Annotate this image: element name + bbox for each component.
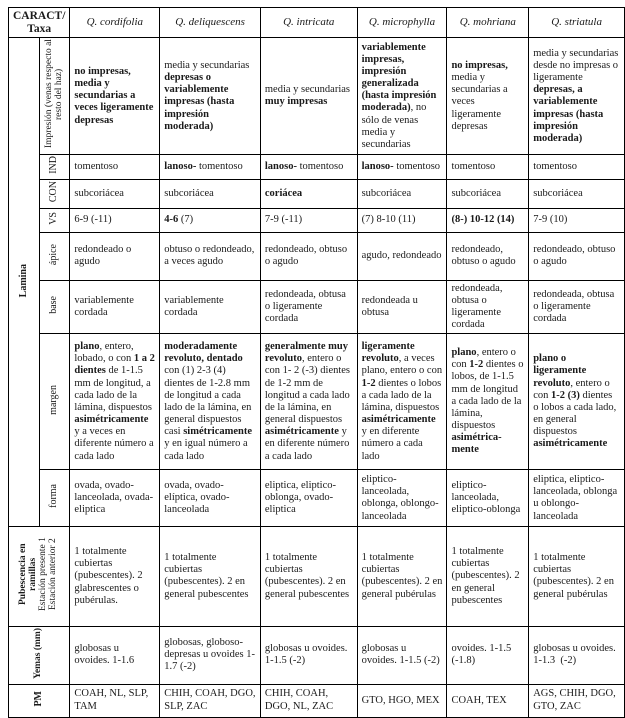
cell-ind: tomentoso [70,155,160,180]
cell-apice: obtuso o redondeado, a veces agudo [160,232,261,280]
species-header-striatula: Q. striatula [529,8,625,38]
cell-apice: redondeado, obtuso o agudo [529,232,625,280]
cell-ind: lanoso- tomentoso [260,155,357,180]
row-margen [9,334,625,470]
row-label-forma: forma [39,470,70,527]
cell-pm: GTO, HGO, MEX [357,684,447,717]
row-pubescencia [9,527,625,626]
cell-con: subcoriácea [447,180,529,208]
cell-forma: eliptico-lanceolada, oblonga, oblongo-lanceolada [357,470,447,527]
cell-forma: ovada, ovado-lanceolada, ovada-eliptica [70,470,160,527]
cell-apice: redondeado o agudo [70,232,160,280]
cell-ind: lanoso- tomentoso [160,155,261,180]
cell-vs: 4-6 (7) [160,208,261,232]
cell-base: variablemente cordada [160,280,261,334]
cell-yemas: ovoides. 1-1.5 (-1.8) [447,626,529,684]
row-apice [9,232,625,280]
cell-con: subcoriácea [529,180,625,208]
pubescencia-title: Pubescencia en ramillas [18,543,39,606]
cell-yemas: globosas u ovoides. 1-1.6 [70,626,160,684]
cell-impresion: no impresas, media y secundarias a veces ligeramente depresas [70,38,160,155]
cell-impresion: variablemente impresas, impresión generalizada (hasta impresión moderada), no sólo de venas media y secundarias [357,38,447,155]
cell-apice: agudo, redondeado [357,232,447,280]
cell-vs: (8-) 10-12 (14) [447,208,529,232]
cell-apice: redondeado, obtuso o agudo [260,232,357,280]
row-base [9,280,625,334]
cell-forma: eliptico-lanceolada, eliptico-oblonga [447,470,529,527]
group-label-yemas: Yemas (mm) [9,626,70,684]
corner-header: CARACT/ Taxa [9,8,70,38]
cell-pm: COAH, TEX [447,684,529,717]
cell-yemas: globosas u ovoides. 1-1.5 (-2) [357,626,447,684]
cell-yemas: globosas u ovoides. 1-1.3 (-2) [529,626,625,684]
cell-margen: moderadamente revoluto, dentado con (1) 2-3 (4) dientes de 1-2.8 mm de longitud a cada lado de la lámina, en general dispuestos casi simétricamente y en igual número a cada lado [160,334,261,470]
cell-margen: generalmente muy revoluto, entero o con 1- 2 (-3) dientes de 1-2 mm de longitud a cada lado de la lámina, en general dispuestos asimétricamente y en diferente número a cada lado [260,334,357,470]
pubescencia-sub2: Estación anterior 2 [48,538,59,611]
group-label-pubescencia [9,527,70,626]
cell-pubescencia: 1 totalmente cubiertas (pubescentes). 2 en general pubescentes [160,527,261,626]
cell-pm: CHIH, COAH, DGO, NL, ZAC [260,684,357,717]
row-con [9,180,625,208]
row-vs [9,208,625,232]
cell-pm: COAH, NL, SLP, TAM [70,684,160,717]
cell-apice: redondeado, obtuso o agudo [447,232,529,280]
header-row [9,8,625,38]
cell-ind: tomentoso [447,155,529,180]
cell-con: subcoriácea [357,180,447,208]
cell-forma: ovada, ovado-elíptica, ovado-lanceolada [160,470,261,527]
group-label-lamina: Lamina [9,38,40,527]
row-label-margen: margen [39,334,70,470]
cell-impresion: no impresas, media y secundarias a veces ligeramente depresas [447,38,529,155]
cell-forma: eliptica, eliptico-lanceolada, oblonga u oblongo-lanceolada [529,470,625,527]
species-header-mohriana: Q. mohriana [447,8,529,38]
row-yemas [9,626,625,684]
row-pm [9,684,625,717]
species-header-intricata: Q. intricata [260,8,357,38]
cell-margen: plano, entero, lobado, o con 1 a 2 dientes de 1-1.5 mm de longitud, a cada lado de la lámina, dispuestos asimétricamente y a veces en diferente número a cada lado [70,334,160,470]
cell-pm: AGS, CHIH, DGO, GTO, ZAC [529,684,625,717]
cell-pubescencia: 1 totalmente cubiertas (pubescentes). 2 en general pubescentes [447,527,529,626]
cell-pubescencia: 1 totalmente cubiertas (pubescentes). 2 en general pubescentes [260,527,357,626]
row-label-apice: ápice [39,232,70,280]
cell-vs: 7-9 (10) [529,208,625,232]
row-ind [9,155,625,180]
cell-base: redondeada, obtusa o ligeramente cordada [529,280,625,334]
cell-margen: plano, entero o con 1-2 dientes o lobos, de 1-1.5 mm de longitud a cada lado de la lámina, dispuestos asimétrica-mente [447,334,529,470]
cell-yemas: globosas u ovoides. 1-1.5 (-2) [260,626,357,684]
cell-base: redondeada, obtusa o ligeramente cordada [260,280,357,334]
cell-base: variablemente cordada [70,280,160,334]
species-header-deliquescens: Q. deliquescens [160,8,261,38]
cell-pubescencia: 1 totalmente cubiertas (pubescentes). 2 glabrescentes o pubérulas. [70,527,160,626]
row-label-con: CON [39,180,70,208]
row-label-vs: VS [39,208,70,232]
cell-vs: 7-9 (-11) [260,208,357,232]
cell-base: redondeada, obtusa o ligeramente cordada [447,280,529,334]
cell-forma: eliptica, eliptico-oblonga, ovado-eliptica [260,470,357,527]
cell-impresion: media y secundarias muy impresas [260,38,357,155]
cell-impresion: media y secundarias desde no impresas o ligeramente depresas, a variablemente impresas (hasta impresión moderada) [529,38,625,155]
cell-ind: tomentoso [529,155,625,180]
species-header-cordifolia: Q. cordifolia [70,8,160,38]
cell-con: subcoriácea [160,180,261,208]
cell-pubescencia: 1 totalmente cubiertas (pubescentes). 2 en general pubérulas [529,527,625,626]
group-label-pm: PM [9,684,70,717]
row-label-ind: IND [39,155,70,180]
cell-margen: plano o ligeramente revoluto, entero o con 1-2 (3) dientes o lobos a cada lado, en general dispuestos asimétricamente [529,334,625,470]
cell-base: redondeada u obtusa [357,280,447,334]
cell-pubescencia: 1 totalmente cubiertas (pubescentes). 2 en general pubérulas [357,527,447,626]
cell-impresion: media y secundarias depresas o variablemente impresas (hasta impresión moderada) [160,38,261,155]
cell-pm: CHIH, COAH, DGO, SLP, ZAC [160,684,261,717]
row-forma [9,470,625,527]
row-label-base: base [39,280,70,334]
cell-ind: lanoso- tomentoso [357,155,447,180]
row-label-impresion: Impresión (venas respecto al resto del haz) [39,38,70,155]
cell-con: subcoriácea [70,180,160,208]
cell-vs: (7) 8-10 (11) [357,208,447,232]
cell-yemas: globosas, globoso-depresas u ovoides 1-1.7 (-2) [160,626,261,684]
cell-vs: 6-9 (-11) [70,208,160,232]
pubescencia-sub1: Estación presente 1 [38,537,49,612]
species-comparison-table [8,7,625,718]
cell-margen: ligeramente revoluto, a veces plano, entero o con 1-2 dientes o lobos a cada lado de la lámina, dispuestos asimétricamente y en diferente número a cada lado [357,334,447,470]
row-impresion [9,38,625,155]
species-header-microphylla: Q. microphylla [357,8,447,38]
cell-con: coriácea [260,180,357,208]
